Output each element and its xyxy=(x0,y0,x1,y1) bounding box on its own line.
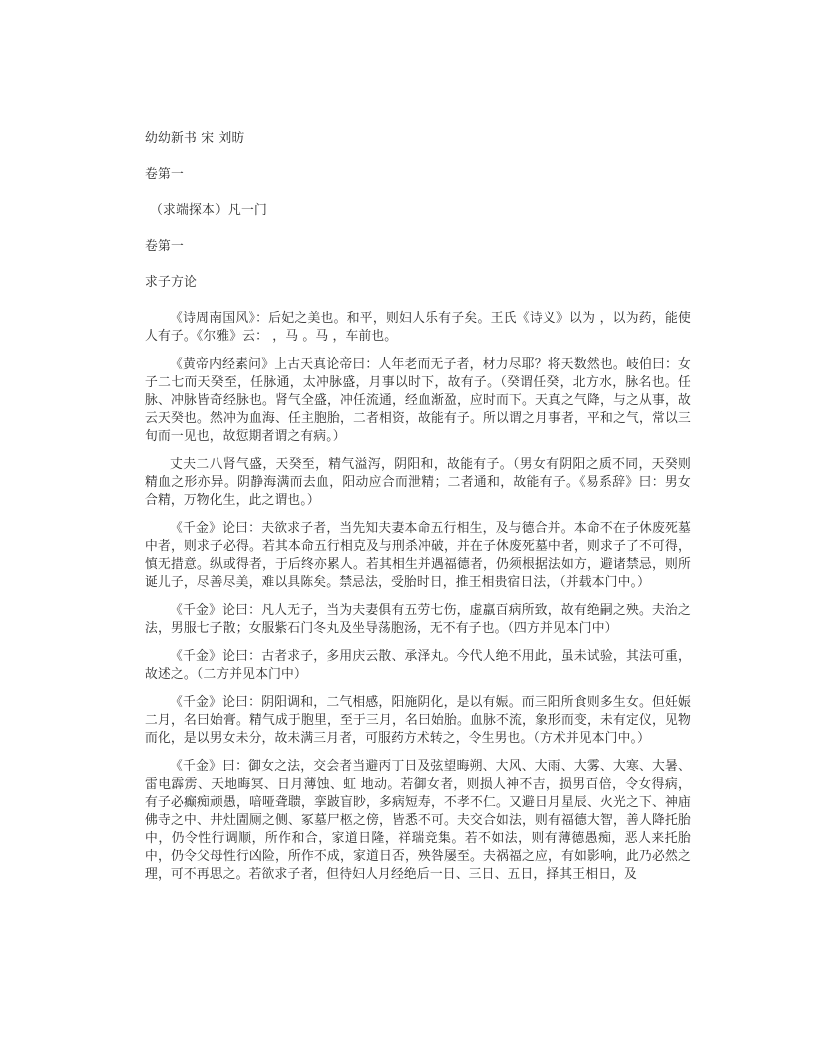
paragraph-shijing: 《诗周南国风》：后妃之美也。和平，则妇人乐有子矣。王氏《诗义》以为 ，以为药，能使人有子。《尔雅》云： ，马 。马 ，车前也。 xyxy=(145,311,691,344)
paragraph-qianjin-yunvzhifa: 《千金》曰：御女之法，交会者当避丙丁日及弦望晦朔、大风、大雨、大雾、大寒、大暑、雷电霹雳、天地晦冥、日月薄蚀、虹 地动。若御女者，则损人神不吉，损男百倍，令女得病，有子必癫痴顽愚，喑哑聋聩，挛跛盲眇，多病短寿，不孝不仁。又避日月星辰、火光之下、神庙佛寺之中、井灶圊厕之侧、冢墓尸柩之傍，皆悉不可。夫交合如法，则有福德大智，善人降托胎中，仍令性行调顺，所作和合，家道日隆，祥瑞竞集。若不如法，则有薄德愚痴，恶人来托胎中，仍令父母性行凶险，所作不成，家道日否，殃咎屡至。夫祸福之应，有如影响，此乃必然之理，可不再思之。若欲求子者，但待妇人月经绝后一日、三日、五日，择其王相日，及 xyxy=(145,759,691,882)
heading-volume-one-first: 卷第一 xyxy=(145,167,184,182)
paragraph-qianjin-wuxing: 《千金》论曰：夫欲求子者，当先知夫妻本命五行相生，及与德合并。本命不在子休废死墓中者，则求子必得。若其本命五行相克及与刑杀冲破，并在子休废死墓中者，则求子了不可得，慎无措意。纵或得者，于后终亦累人。若其相生并遇福德者，仍须根据法如方，避诸禁忌，则所诞儿子，尽善尽美，难以具陈矣。禁忌法，受胎时日，推王相贵宿日法，（并载本门中。） xyxy=(145,521,691,590)
heading-volume-one-second: 卷第一 xyxy=(145,239,184,254)
document-body xyxy=(145,130,691,894)
heading-section-gate: （求端探本）凡一门 xyxy=(150,203,267,218)
paragraph-qianjin-wuzi: 《千金》论曰：凡人无子，当为夫妻俱有五劳七伤，虚羸百病所致，故有绝嗣之殃。夫治之法，男服七子散；女服紫石门冬丸及坐导荡胞汤，无不有子也。（四方并见本门中） xyxy=(145,603,691,636)
heading-seeking-child-treatise: 求子方论 xyxy=(145,275,197,290)
paragraph-huangdi-neijing: 《黄帝内经素问》上古天真论帝曰：人年老而无子者，材力尽耶？将天数然也。岐伯曰：女子二七而天癸至，任脉通，太冲脉盛，月事以时下，故有子。（癸谓任癸，北方水，脉名也。任脉、冲脉皆奇经脉也。肾气全盛，冲任流通，经血渐盈，应时而下。天真之气降，与之从事，故云天癸也。然冲为血海、任主胞胎，二者相资，故能有子。所以谓之月事者，平和之气，常以三旬而一见也，故愆期者谓之有病。） xyxy=(145,357,691,444)
document-title: 幼幼新书 宋 刘昉 xyxy=(145,131,245,146)
paragraph-qianjin-yinyang-tiaohe: 《千金》论曰：阴阳调和，二气相感，阳施阴化，是以有娠。而三阳所食则多生女。但妊娠二月，名曰始膏。精气成于胞里，至于三月，名曰始胎。血脉不流，象形而变，未有定仪，见物而化，是以男女未分，故未满三月者，可服药方术转之，令生男也。（方术并见本门中。） xyxy=(145,695,691,746)
paragraph-zhangfu-erba: 丈夫二八肾气盛，天癸至，精气溢泻，阴阳和，故能有子。（男女有阴阳之质不同，天癸则精血之形亦异。阴静海满而去血，阳动应合而泄精；二者通和，故能有子。《易系辞》曰：男女合精，万物化生，此之谓也。） xyxy=(145,457,691,508)
paragraph-qianjin-guzhe-qiuzi: 《千金》论曰：古者求子，多用庆云散、承泽丸。今代人绝不用此，虽未试验，其法可重，故述之。（二方并见本门中） xyxy=(145,649,691,682)
